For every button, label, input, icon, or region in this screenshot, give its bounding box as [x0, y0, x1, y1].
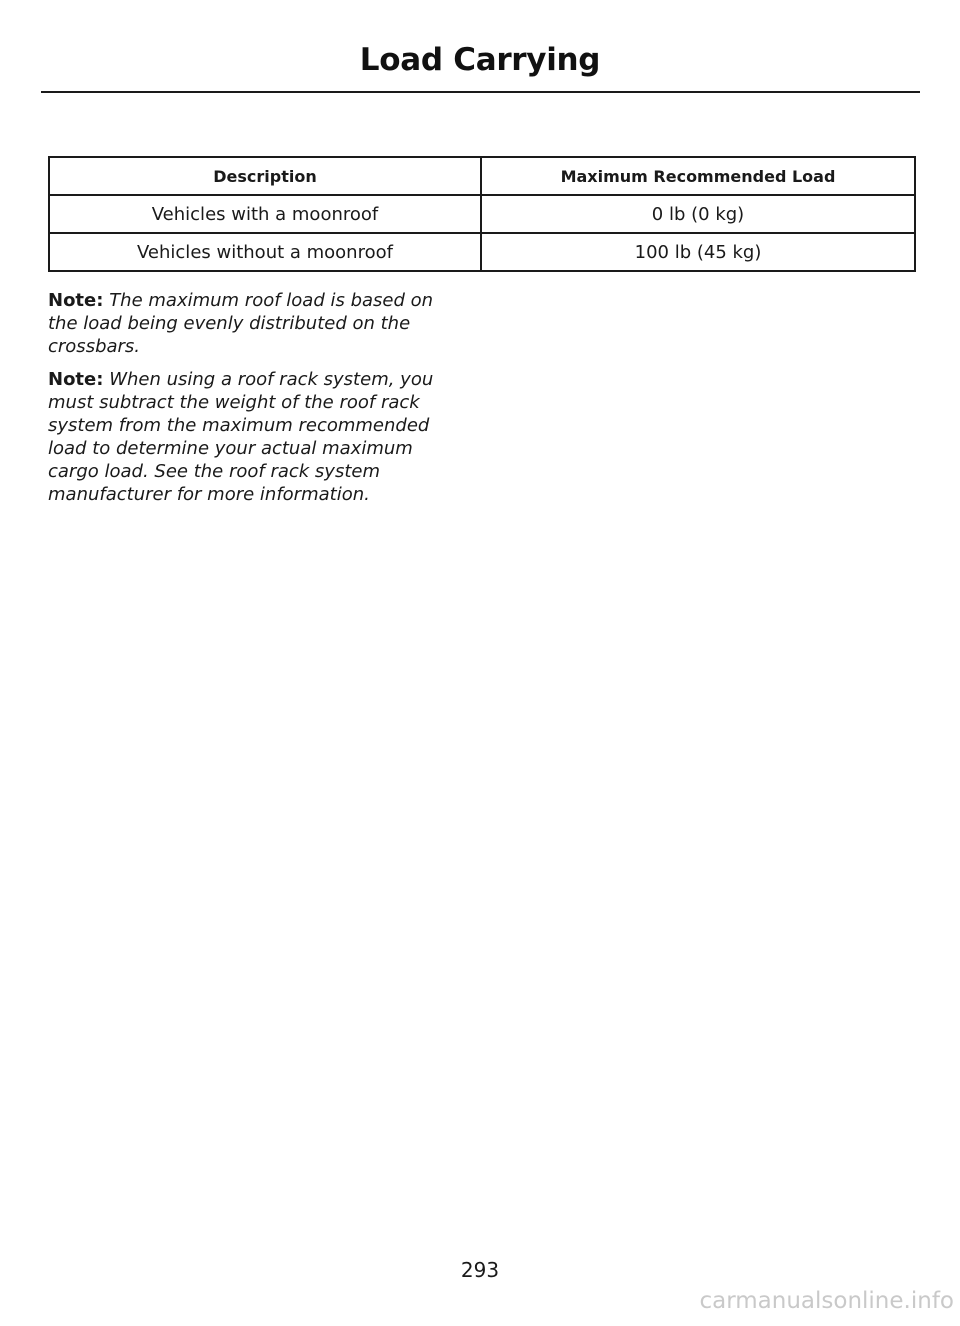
table-row [49, 195, 915, 233]
title-divider [41, 91, 920, 93]
note-text: When using a roof rack system, you must subtract the weight of the roof rack system from the maximum recommended load to determine your actual maximum cargo load. See the roof rack system manufacturer for more information. [48, 369, 434, 505]
column-header-max-load: Maximum Recommended Load [481, 157, 915, 195]
note-paragraph [48, 289, 468, 358]
page-number: 293 [460, 1258, 500, 1282]
table-cell-max-load: 0 lb (0 kg) [481, 195, 915, 233]
table-cell-description: Vehicles with a moonroof [49, 195, 481, 233]
table-row [49, 233, 915, 271]
notes-section [48, 289, 468, 516]
table-header-row [49, 157, 915, 195]
load-table [48, 156, 916, 272]
note-text: The maximum roof load is based on the load being evenly distributed on the crossbars. [48, 290, 434, 357]
note-label: Note: [48, 290, 104, 311]
page-title: Load Carrying [359, 42, 601, 78]
note-paragraph [48, 368, 468, 506]
table-cell-description: Vehicles without a moonroof [49, 233, 481, 271]
note-label: Note: [48, 369, 104, 390]
watermark: carmanualsonline.info [699, 1288, 954, 1314]
column-header-description: Description [49, 157, 481, 195]
table-cell-max-load: 100 lb (45 kg) [481, 233, 915, 271]
